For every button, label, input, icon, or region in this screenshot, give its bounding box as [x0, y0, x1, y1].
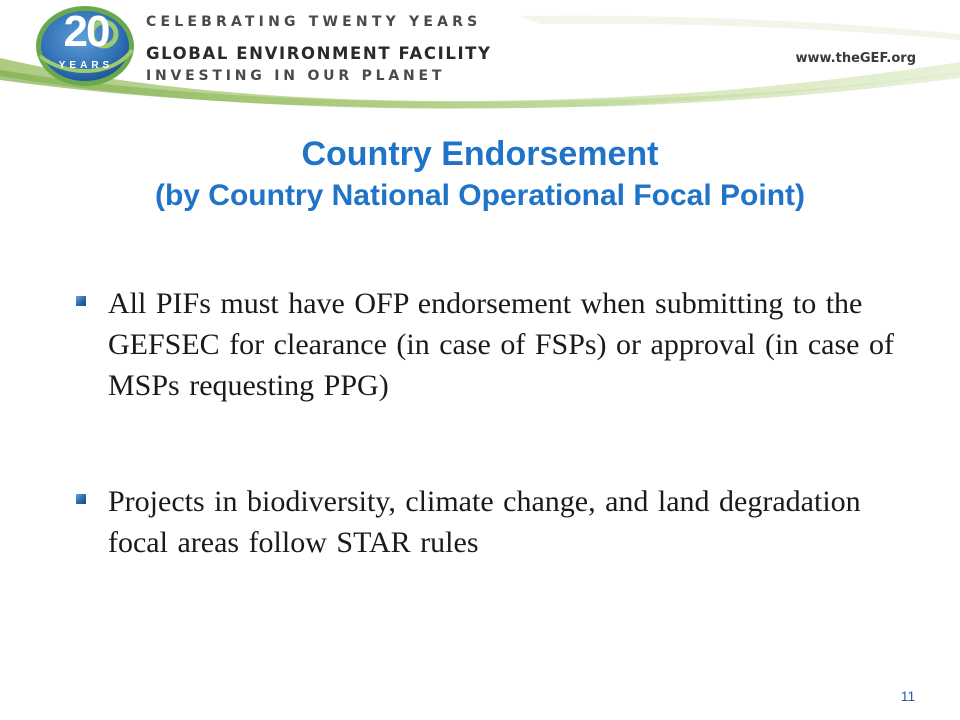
square-bullet-icon: [76, 296, 86, 306]
title-subtitle: (by Country National Operational Focal Point): [154, 179, 806, 212]
logo-years-label: YEARS: [58, 60, 114, 71]
page-number: 11: [900, 688, 916, 704]
logo-number: 20: [63, 7, 109, 56]
org-name: GLOBAL ENVIRONMENT FACILITY: [146, 44, 492, 63]
square-bullet-icon: [76, 494, 86, 504]
bullet-text: All PIFs must have OFP endorsement when submitting to the GEFSEC for clearance (in case of FSPs) or approval (in case of MSPs requesting PPG): [108, 287, 894, 402]
bullet-text: Projects in biodiversity, climate change, and land degradation focal areas follow STAR rules: [108, 485, 861, 559]
website-link[interactable]: www.theGEF.org: [795, 51, 916, 66]
tagline-top: CELEBRATING TWENTY YEARS: [146, 14, 482, 30]
tagline-bottom: INVESTING IN OUR PLANET: [146, 68, 446, 84]
title-main: Country Endorsement: [301, 135, 659, 173]
